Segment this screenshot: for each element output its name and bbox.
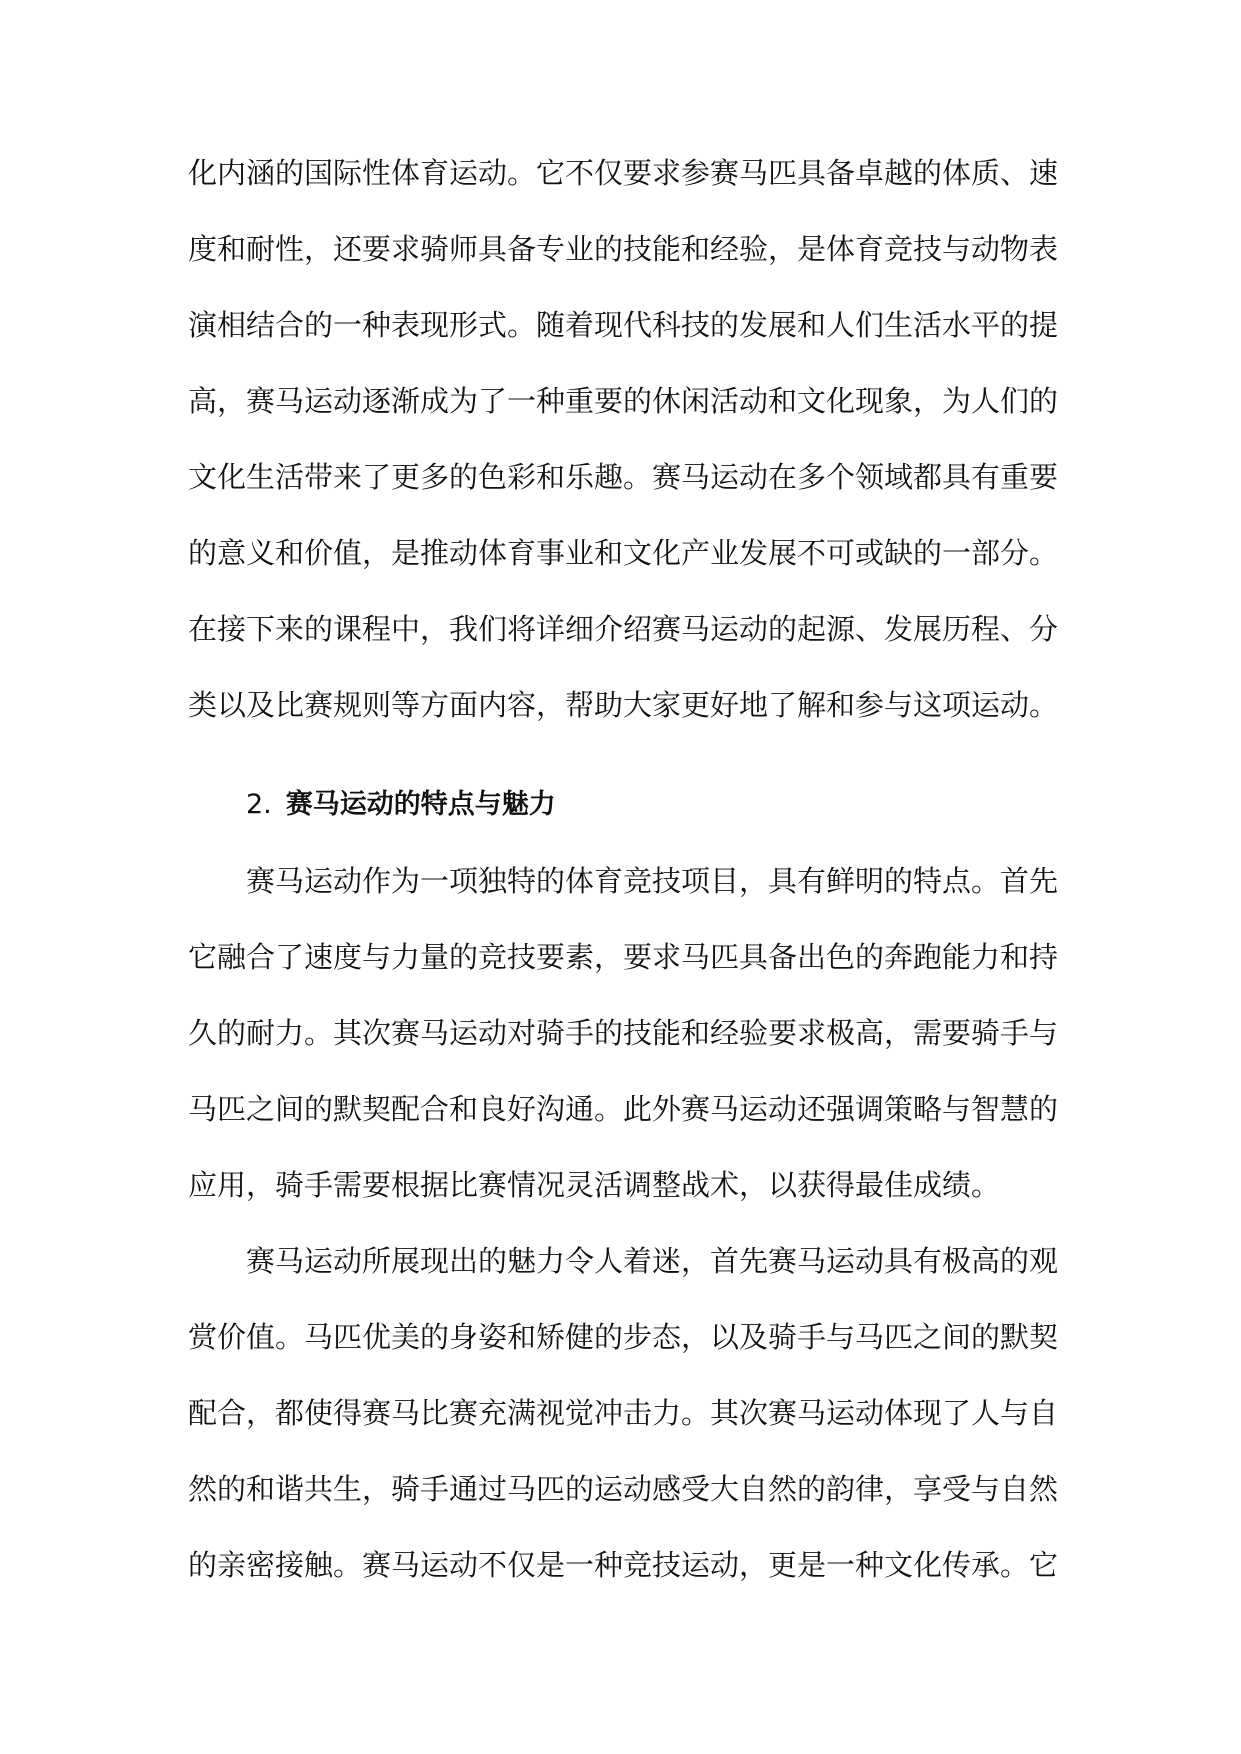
paragraph-features (188, 843, 1058, 1223)
text-line: 高，赛马运动逐渐成为了一种重要的休闲活动和文化现象，为人们的 (188, 384, 1059, 418)
paragraph-charm (188, 1223, 1058, 1603)
paragraph-continued (188, 135, 1058, 743)
text-line: 应用，骑手需要根据比赛情况灵活调整战术，以获得最佳成绩。 (188, 1168, 1001, 1202)
text-line: 的亲密接触。赛马运动不仅是一种竞技运动，更是一种文化传承。它 (188, 1548, 1059, 1582)
section-heading (188, 767, 1058, 843)
text-line: 它融合了速度与力量的竞技要素，要求马匹具备出色的奔跑能力和持 (188, 940, 1059, 974)
section-number: 2. (246, 789, 272, 820)
section-title: 赛马运动的特点与魅力 (285, 789, 556, 820)
text-line: 赏价值。马匹优美的身姿和矫健的步态，以及骑手与马匹之间的默契 (188, 1320, 1059, 1354)
text-line: 赛马运动作为一项独特的体育竞技项目，具有鲜明的特点。首先 (246, 864, 1059, 898)
text-line: 的意义和价值，是推动体育事业和文化产业发展不可或缺的一部分。 (188, 536, 1059, 570)
text-line: 配合，都使得赛马比赛充满视觉冲击力。其次赛马运动体现了人与自 (188, 1396, 1059, 1430)
text-line: 然的和谐共生，骑手通过马匹的运动感受大自然的韵律，享受与自然 (188, 1472, 1059, 1506)
text-line: 久的耐力。其次赛马运动对骑手的技能和经验要求极高，需要骑手与 (188, 1016, 1059, 1050)
text-line: 演相结合的一种表现形式。随着现代科技的发展和人们生活水平的提 (188, 308, 1059, 342)
text-line: 化内涵的国际性体育运动。它不仅要求参赛马匹具备卓越的体质、速 (188, 156, 1059, 190)
text-line: 赛马运动所展现出的魅力令人着迷，首先赛马运动具有极高的观 (246, 1244, 1059, 1278)
document-page (188, 135, 1058, 1603)
text-line: 度和耐性，还要求骑师具备专业的技能和经验，是体育竞技与动物表 (188, 232, 1059, 266)
text-line: 文化生活带来了更多的色彩和乐趣。赛马运动在多个领域都具有重要 (188, 460, 1059, 494)
text-line: 在接下来的课程中，我们将详细介绍赛马运动的起源、发展历程、分 (188, 612, 1059, 646)
text-line: 马匹之间的默契配合和良好沟通。此外赛马运动还强调策略与智慧的 (188, 1092, 1059, 1126)
text-line: 类以及比赛规则等方面内容，帮助大家更好地了解和参与这项运动。 (188, 688, 1059, 722)
